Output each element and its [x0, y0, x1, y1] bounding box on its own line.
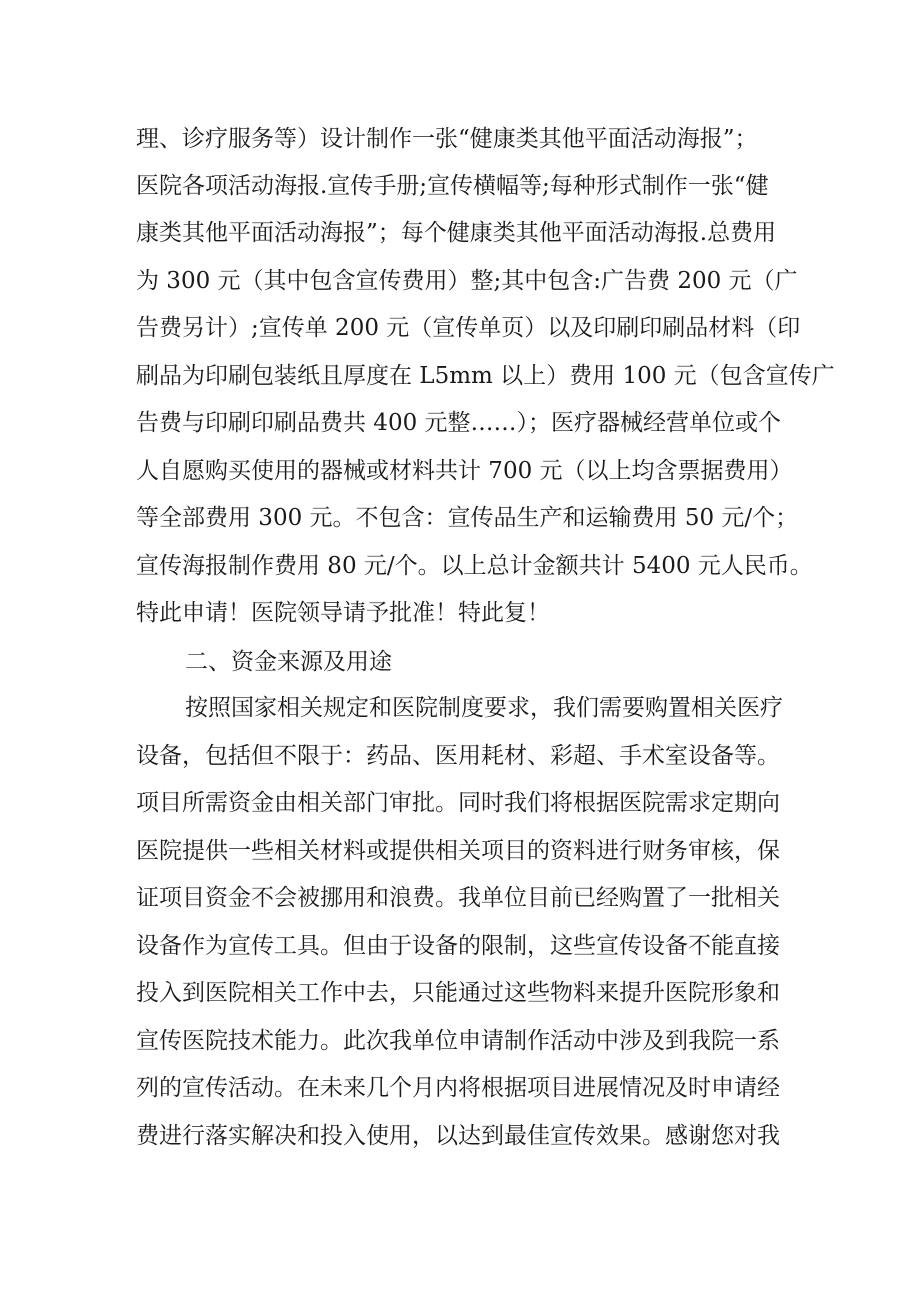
text-line: 宣传海报制作费用 80 元/个。以上总计金额共计 5400 元人民币。: [136, 553, 813, 579]
text-line: 费进行落实解决和投入使用，以达到最佳宣传效果。感谢您对我: [136, 1123, 780, 1149]
text-line: 证项目资金不会被挪用和浪费。我单位目前已经购置了一批相关: [136, 885, 780, 911]
text-line: 医院提供一些相关材料或提供相关项目的资料进行财务审核，保: [136, 838, 780, 864]
text-line: 理、诊疗服务等）设计制作一张“健康类其他平面活动海报”；: [136, 126, 758, 152]
text-line: 告费与印刷印刷品费共 400 元整……）；医疗器械经营单位或个: [136, 410, 782, 436]
text-line: 项目所需资金由相关部门审批。同时我们将根据医院需求定期向: [136, 790, 780, 816]
text-line: 投入到医院相关工作中去，只能通过这些物料来提升医院形象和: [136, 980, 780, 1006]
section-heading: 二、资金来源及用途: [185, 649, 392, 675]
text-line: 设备，包括但不限于：药品、医用耗材、彩超、手术室设备等。: [136, 743, 780, 769]
text-line: 列的宣传活动。在未来几个月内将根据项目进展情况及时申请经: [136, 1075, 780, 1101]
text-line: 康类其他平面活动海报”；每个健康类其他平面活动海报.总费用: [136, 220, 777, 246]
text-line: 刷品为印刷包装纸且厚度在 L5mm 以上）费用 100 元（包含宣传广: [136, 363, 835, 389]
text-line: 特此申请！医院领导请予批准！特此复！: [136, 600, 550, 626]
text-line: 医院各项活动海报.宣传手册;宣传横幅等;每种形式制作一张“健: [136, 173, 769, 199]
text-line: 宣传医院技术能力。此次我单位申请制作活动中涉及到我院一系: [136, 1028, 780, 1054]
text-line: 等全部费用 300 元。不包含：宣传品生产和运输费用 50 元/个；: [136, 505, 799, 531]
text-line: 为 300 元（其中包含宣传费用）整;其中包含:广告费 200 元（广: [136, 268, 798, 294]
text-line: 人自愿购买使用的器械或材料共计 700 元（以上均含票据费用）: [136, 458, 793, 484]
text-line: 设备作为宣传工具。但由于设备的限制，这些宣传设备不能直接: [136, 933, 780, 959]
text-line: 告费另计）;宣传单 200 元（宣传单页）以及印刷印刷品材料（印: [136, 315, 801, 341]
paragraph-first-line: 按照国家相关规定和医院制度要求，我们需要购置相关医疗: [185, 695, 783, 721]
